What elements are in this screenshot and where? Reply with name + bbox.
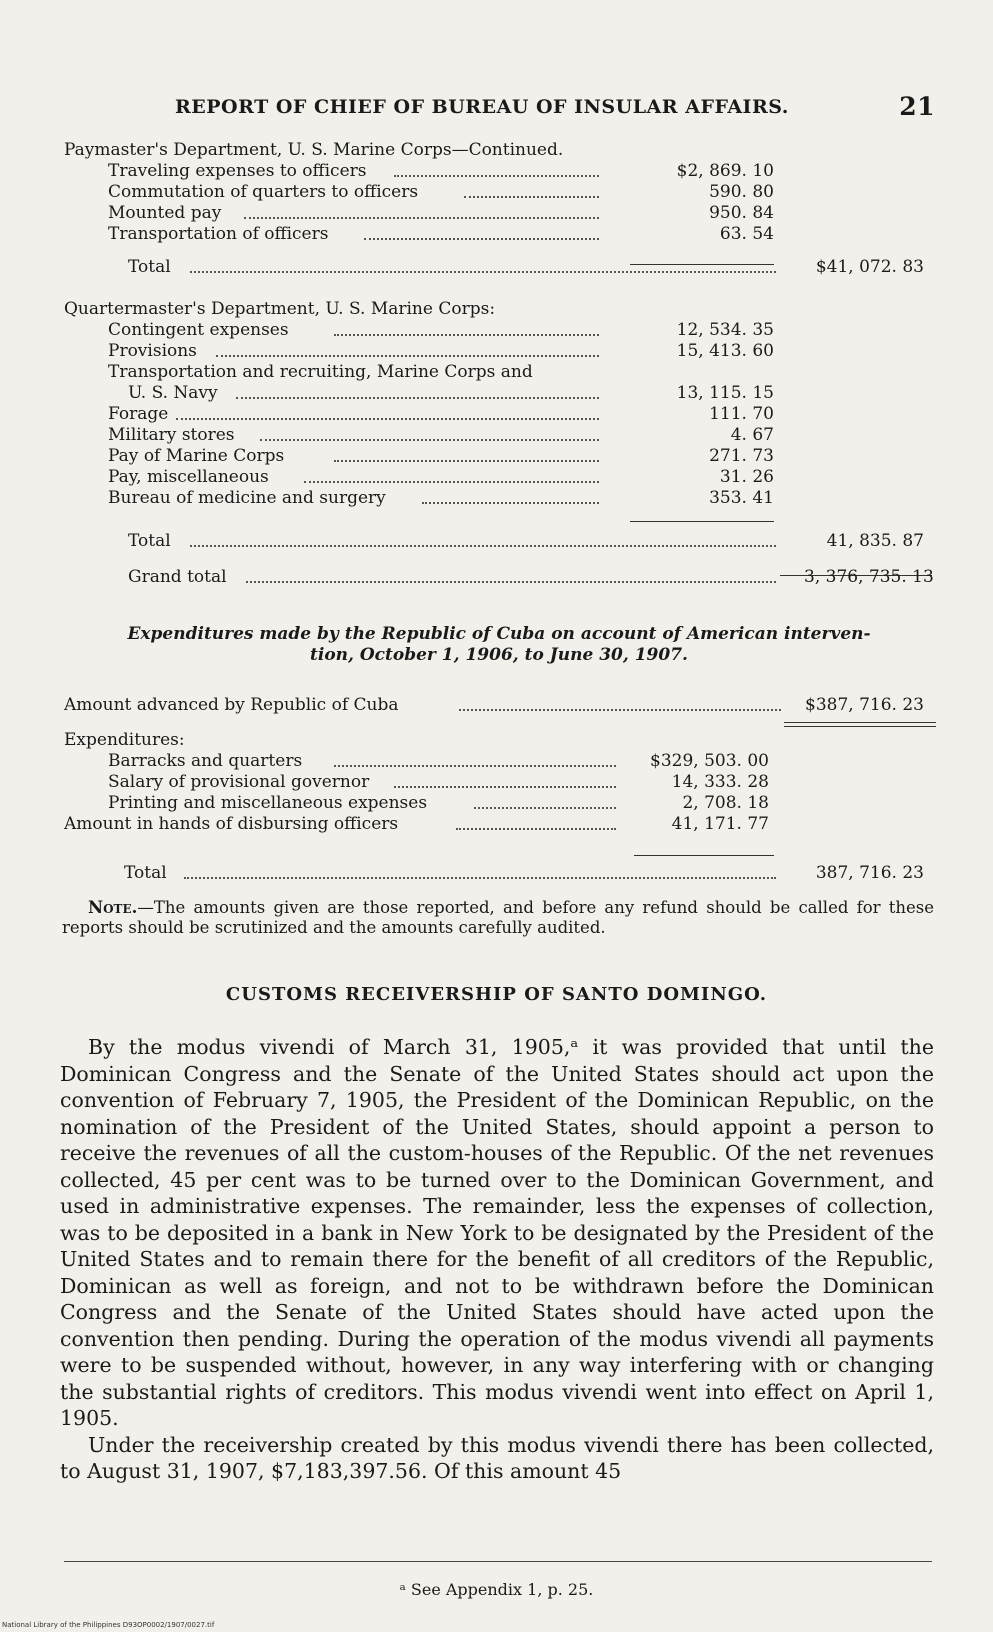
paymaster-total: $41, 072. 83 xyxy=(815,257,924,277)
expenditures-heading: Expenditures: xyxy=(64,730,185,750)
scan-imprint: National Library of the Philippines D93OP0002/1907/0027.tif xyxy=(2,1621,215,1629)
footnote-rule xyxy=(64,1561,932,1562)
table-row: Amount in hands of disbursing officers 41, 171. 77 xyxy=(64,814,769,834)
table-row: Barracks and quarters $329, 503. 00 xyxy=(108,751,769,771)
paragraph: Under the receivership created by this modus vivendi there has been collected, to August 31, 1907, $7,183,397.56. Of this amount 45 xyxy=(60,1432,934,1483)
table-row: Forage 111. 70 xyxy=(108,404,774,424)
table-row: Provisions 15, 413. 60 xyxy=(108,341,774,361)
quartermaster-heading: Quartermaster's Department, U. S. Marine Corps: xyxy=(64,299,496,319)
table-row: Salary of provisional governor 14, 333. 28 xyxy=(108,772,769,792)
quartermaster-total: 41, 835. 87 xyxy=(826,531,924,551)
table-row: Military stores 4. 67 xyxy=(108,425,774,445)
table-row: Grand total 3, 376, 735. 13 xyxy=(128,567,934,587)
table-row: Pay of Marine Corps 271. 73 xyxy=(108,446,774,466)
table-row: Total 41, 835. 87 xyxy=(128,531,924,551)
table-row: Commutation of quarters to officers 590. 80 xyxy=(108,182,774,202)
table-row: Traveling expenses to officers $2, 869. 10 xyxy=(108,161,774,181)
table-row: Bureau of medicine and surgery 353. 41 xyxy=(108,488,774,508)
note: Note.—The amounts given are those reported, and before any refund should be called for these reports should be scrutinized and the amounts carefully audited. xyxy=(62,898,934,937)
paragraph: By the modus vivendi of March 31, 1905,ᵃ it was provided that until the Dominican Congress and the Senate of the United States should act upon the convention of February 7, 1905, the President of the Dominican Republic, on the nomination of the President of the United States, should appoint a person to receive the revenues of all the custom-houses of the Republic. Of the net revenues collected, 45 per cent was to be turned over to the Dominican Government, and used in administrative expenses. The remainder, less the expenses of collection, was to be deposited in a bank in New York to be designated by the President of the United States and to remain there for the benefit of all creditors of the Republic, Dominican as well as foreign, and not to be withdrawn before the Dominican Congress and the Senate of the United States should have acted upon the convention then pending. During the operation of the modus vivendi all payments were to be suspended without, however, in any way interfering with or changing the substantial rights of creditors. This modus vivendi went into effect on April 1, 1905. xyxy=(60,1035,934,1430)
running-title: REPORT OF CHIEF OF BUREAU OF INSULAR AFFAIRS. xyxy=(175,96,789,118)
running-head xyxy=(175,92,935,121)
table-row: Transportation and recruiting, Marine Corps and U. S. Navy 13, 115. 15 xyxy=(108,362,774,403)
cuba-advanced: $387, 716. 23 xyxy=(805,695,924,715)
section-title: CUSTOMS RECEIVERSHIP OF SANTO DOMINGO. xyxy=(225,984,768,1005)
table-row: Mounted pay 950. 84 xyxy=(108,203,774,223)
table-row: Transportation of officers 63. 54 xyxy=(108,224,774,244)
page-number: 21 xyxy=(899,92,935,121)
table-row: Amount advanced by Republic of Cuba $387, 716. 23 xyxy=(64,695,924,715)
cuba-table xyxy=(64,695,934,884)
grand-total: 3, 376, 735. 13 xyxy=(804,567,934,587)
cuba-total: 387, 716. 23 xyxy=(815,863,924,883)
table-row: Printing and miscellaneous expenses 2, 708. 18 xyxy=(108,793,769,813)
body-text xyxy=(60,1034,934,1485)
footnote: ᵃ See Appendix 1, p. 25. xyxy=(399,1580,594,1599)
quartermaster-table xyxy=(64,299,934,588)
table-row: Pay, miscellaneous 31. 26 xyxy=(108,467,774,487)
table-row: Total $41, 072. 83 xyxy=(128,257,924,277)
paymaster-heading: Paymaster's Department, U. S. Marine Corps—Continued. xyxy=(64,140,564,160)
cuba-subheading: Expenditures made by the Republic of Cuba on account of American interven- tion, October 1, 1906, to June 30, 1907. xyxy=(127,624,871,665)
paymaster-table xyxy=(64,140,934,278)
table-row: Contingent expenses 12, 534. 35 xyxy=(108,320,774,340)
table-row: Total 387, 716. 23 xyxy=(124,863,924,883)
